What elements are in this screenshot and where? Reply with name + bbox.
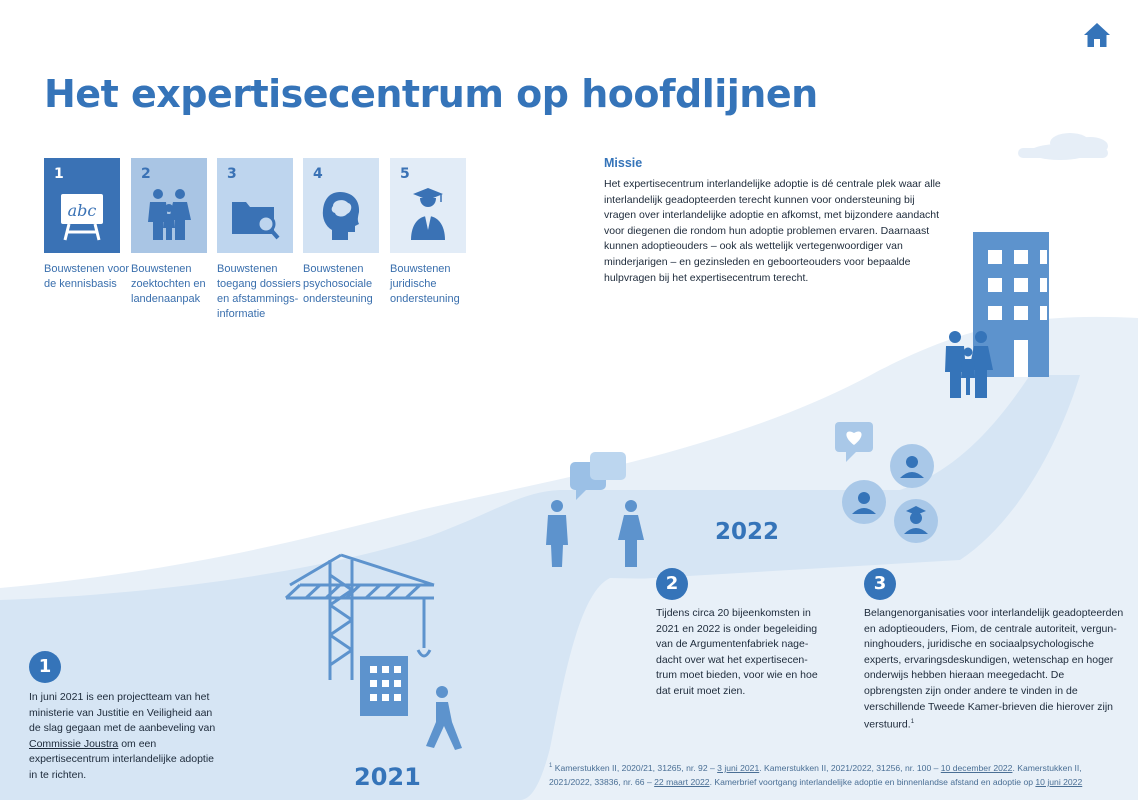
folder-search-icon (230, 186, 280, 242)
expert-avatar-icon (890, 444, 934, 488)
step-3-text: Belangenorganisaties voor interlandelijk geadopteerden en adoptieouders, Fiom, de centrale autoriteit, vergun-ninghouders, juridische en sociaalpsychologische experts, ervaringsdeskundigen, wetenschap en hoger onderwijs hebben hieraan meegedacht. De opbrengsten zijn onder andere te vinden in de verschillende Tweede Kamer-brieven die hierover zijn verstuurd.$^1$ (864, 607, 1124, 731)
step-2-badge: 2 (656, 568, 688, 600)
tile-bouwstenen-kennisbasis[interactable] (44, 158, 120, 253)
family-icon (144, 186, 194, 242)
step-1-text: In juni 2021 is een projectteam van het ministerie van Justitie en Veiligheid aan de slag gegaan met de aanbeveling van Commissie Joustra om een expertisecentrum interlandelijke adoptie in te richten. (29, 691, 216, 781)
tile-bouwstenen-zoektochten[interactable] (131, 158, 207, 253)
tile-bouwstenen-psychosociaal[interactable] (303, 158, 379, 253)
head-brain-icon (316, 186, 366, 242)
step-2-text: Tijdens circa 20 bijeenkomsten in 2021 en 2022 is onder begeleiding van de Argumentenfabriek nage-dacht over wat het expertisecen-trum moet bieden, voor wie en hoe dat eruit moet zien. (656, 607, 818, 697)
tile-number: 2 (141, 166, 151, 182)
woman-avatar-icon (842, 480, 886, 524)
graduate-avatar-icon (894, 499, 938, 543)
tile-label-3: Bouwstenen toegang dossiers en afstammings-informatie (217, 263, 301, 320)
commissie-joustra-link[interactable]: Commissie Joustra (29, 737, 119, 750)
tile-label-1: Bouwstenen voor de kennisbasis (44, 263, 129, 290)
year-2022-label: 2022 (715, 519, 780, 545)
home-button[interactable] (1082, 20, 1112, 50)
tile-bouwstenen-toegang-dossiers[interactable] (217, 158, 293, 253)
footnote-link-3[interactable]: 22 maart 2022 (654, 776, 710, 787)
tile-number: 3 (227, 166, 237, 182)
cloud-icon (1018, 133, 1108, 160)
page-title: Het expertisecentrum op hoofdlijnen (44, 72, 818, 116)
footnote-ref: 1 (910, 719, 915, 726)
tile-label-2: Bouwstenen zoektochten en landenaanpak (131, 263, 206, 305)
tile-number: 4 (313, 166, 323, 182)
tile-label-5: Bouwstenen juridische ondersteuning (390, 263, 460, 305)
missie-heading: Missie (604, 156, 643, 170)
building-small-icon (360, 656, 408, 716)
home-icon (1082, 20, 1112, 50)
tile-label-4: Bouwstenen psychosociale ondersteuning (303, 263, 373, 305)
missie-text: Het expertisecentrum interlandelijke adoptie is dé centrale plek waar alle interlandelijk geadopteerden terecht kunnen voor ondersteuning bij vragen over interlandelijke adoptie en afkomst, met bijzondere aandacht voor diegenen die rondom hun adoptie problemen ervaren. Daarnaast kunnen adoptieouders – ook als wettelijk vertegenwoordiger van minderjarigen – en gezinsleden en geboorteouders voor bepaalde hulpvragen bij het expertisecentrum terecht. (604, 178, 941, 284)
graduate-icon (403, 186, 453, 242)
year-2021-label: 2021 (354, 763, 421, 791)
whiteboard-abc-icon (57, 186, 107, 242)
footnote-link-2[interactable]: 10 december 2022 (940, 762, 1013, 773)
step-3-badge: 3 (864, 568, 896, 600)
footnote-link-1[interactable]: 3 juni 2021 (717, 762, 760, 773)
tile-bouwstenen-juridisch[interactable] (390, 158, 466, 253)
tile-number: 1 (54, 166, 64, 182)
step-1-badge: 1 (29, 651, 61, 683)
svg-text:abc: abc (67, 201, 97, 220)
tile-number: 5 (400, 166, 410, 182)
footnote: $^1$ Kamerstukken II, 2020/21, 31265, nr. 92 – 3 juni 2021. Kamerstukken II, 2021/2022, 31256, nr. 100 – 10 december 2022. Kamerstukken II, 2021/2022, 33836, nr. 66 – 22 maart 2022. Kamerbrief voortgang interlandelijke adoptie en binnenlandse afstand en adoptie op 10 juni 2022 (549, 762, 1083, 787)
footnote-link-4[interactable]: 10 juni 2022 (1035, 776, 1083, 787)
